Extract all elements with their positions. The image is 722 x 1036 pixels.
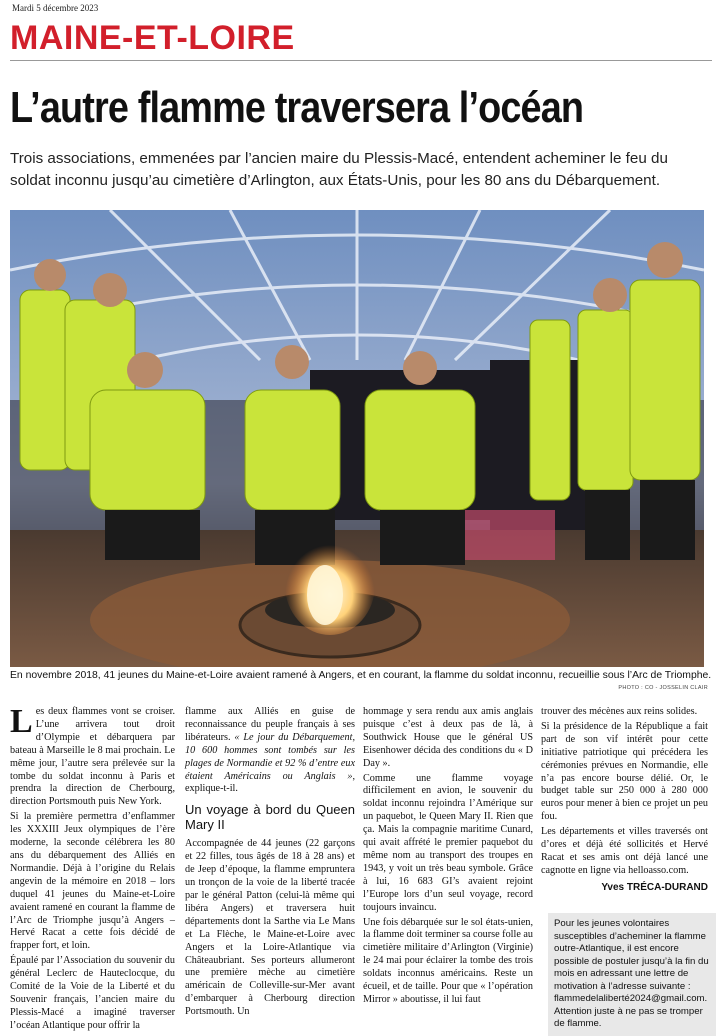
article-column-3 [363,706,533,1009]
paragraph: Si la présidence de la République a fait part de son vif intérêt pour cette initiative patriotique qui précédera les cérémonies prévues en Normandie, elle n’a pas encore bourse délié. Or, le budget table sur 250 000 à 280 000 euros pour mener à bien ce projet un peu fou. [541,720,708,823]
author-signature: Yves TRÉCA-DURAND [601,881,708,893]
paragraph: flamme aux Alliés en guise de reconnaissance du peuple français à ses libérateurs. [185,706,355,743]
flame-ceremony-photo [10,210,704,667]
quote-attribution: , explique-t-il. [185,770,355,795]
info-box: Pour les jeunes volontaires susceptibles d’acheminer la flamme outre-Atlantique, il est encore possible de postuler jusqu’à la fin du mois en adressant une lettre de motivation à l’adresse suivante : flammedelaliberté2024@gmail.com. Attention juste à ne pas se tromper de flamme. [548,913,716,1036]
paragraph: hommage y sera rendu aux amis anglais puisque c’est à deux pas de là, à Southwick House que le général US Eisenhower décida des conditions du « D Day ». [363,706,533,769]
paragraph: Les départements et villes traversés ont d’ores et déjà été sollicités et Hervé Racat et ses amis ont déjà lancé une cagnotte en ligne via helloasso.com. [541,826,708,876]
paragraph: Épaulé par l’Association du souvenir du général Leclerc de Hauteclocque, du Comité de la Voie de la Liberté et du Souvenir français, l’ancien maire du Plessis-Macé a imaginé traverser l’océan Atlantique pour offrir la [10,955,175,1031]
article-column-1 [10,703,175,1035]
paragraph: es deux flammes vont se croiser. L’une arrivera tout droit d’Olympie et débarquera par bateau à Marseille le 8 mai prochain. Le même jour, l’autre sera prélevée sur la tombe du soldat inconnu à Paris et prendra la direction de Cherbourg, direction Portsmouth puis New York. [10,706,175,808]
article-deck: Trois associations, emmenées par l’ancien maire du Plessis-Macé, entendent acheminer le feu du soldat inconnu jusqu’au cimetière d’Arlington, aux États-Unis, pour les 80 ans du Débarquement. [10,150,668,189]
paragraph: trouver des mécènes aux reins solides. [541,706,698,717]
paragraph: Comme une flamme voyage difficilement en avion, le souvenir du soldat inconnu rejoindra l’Amérique sur un paquebot, le Queen Mary II. Rien que ça. Mais la compagnie maritime Cunard, qui avait affrété le premier paquebot du même nom au transport des troupes en 1943, y voit un très beau symbole. Grâce à lui, 16 683 GI’s avaient rejoint l’Europe lors d’un seul voyage, record toujours invaincu. [363,772,533,913]
article-photo [10,210,704,667]
photo-credit: PHOTO : CO - JOSSELIN CLAIR [618,685,708,691]
pull-quote: « Le jour du Débarquement, 10 600 hommes sont tombés sur les plages de Normandie et 92 % d’entre eux étaient Américains ou Anglais » [185,731,355,782]
paragraph: Accompagnée de 44 jeunes (22 garçons et 22 filles, tous âgés de 18 à 28 ans) et de Jeep d’époque, la flamme empruntera un tronçon de la voie de la liberté tracée par le général Patton (celui-là même qui libéra Angers) et traversera huit départements dont la Sarthe via Le Mans et La Flèche, le Maine-et-Loire avec Angers et la Loire-Atlantique via Châteaubriant. Ses porteurs allumeront une première mèche au cimetière américain de Colleville-sur-Mer avant d’embarquer à Cherbourg direction Portsmouth. Un [185,838,355,1018]
paragraph: Si la première permettra d’enflammer les XXXIII Jeux olympiques de l’ère moderne, la seconde célébrera les 80 ans du débarquement des Alliés en Normandie. Déjà à l’origine du Relais angevin de la mémoire en 2018 – lors duquel 41 jeunes du Maine-et-Loire avaient ramené en courant la flamme de l’Arc de Triomphe jusqu’à Angers – Hervé Racat a cette fois décidé de frapper fort, et loin. [10,811,175,952]
photo-caption: En novembre 2018, 41 jeunes du Maine-et-Loire avaient ramené à Angers, et en courant, la flamme du soldat inconnu, recueillie sous l’Arc de Triomphe. [10,670,712,681]
header-divider [10,60,712,61]
paragraph: Une fois débarquée sur le sol états-unien, la flamme doit terminer sa course folle au cimetière militaire d’Arlington (Virginie) le 24 mai pour éclairer la tombe des trois soldats inconnus américains. Reste un écueil, et de taille. Pour que « l’opération Mirror » aboutisse, il lui faut [363,916,534,1005]
article-column-4 [541,706,708,901]
issue-date: Mardi 5 décembre 2023 [12,3,99,13]
article-headline: L’autre flamme traversera l’océan [10,83,584,132]
drop-cap: L [10,703,33,740]
article-column-2 [185,706,355,1021]
section-title: MAINE-ET-LOIRE [10,19,295,57]
subheading: Un voyage à bord du Queen Mary II [185,802,355,833]
